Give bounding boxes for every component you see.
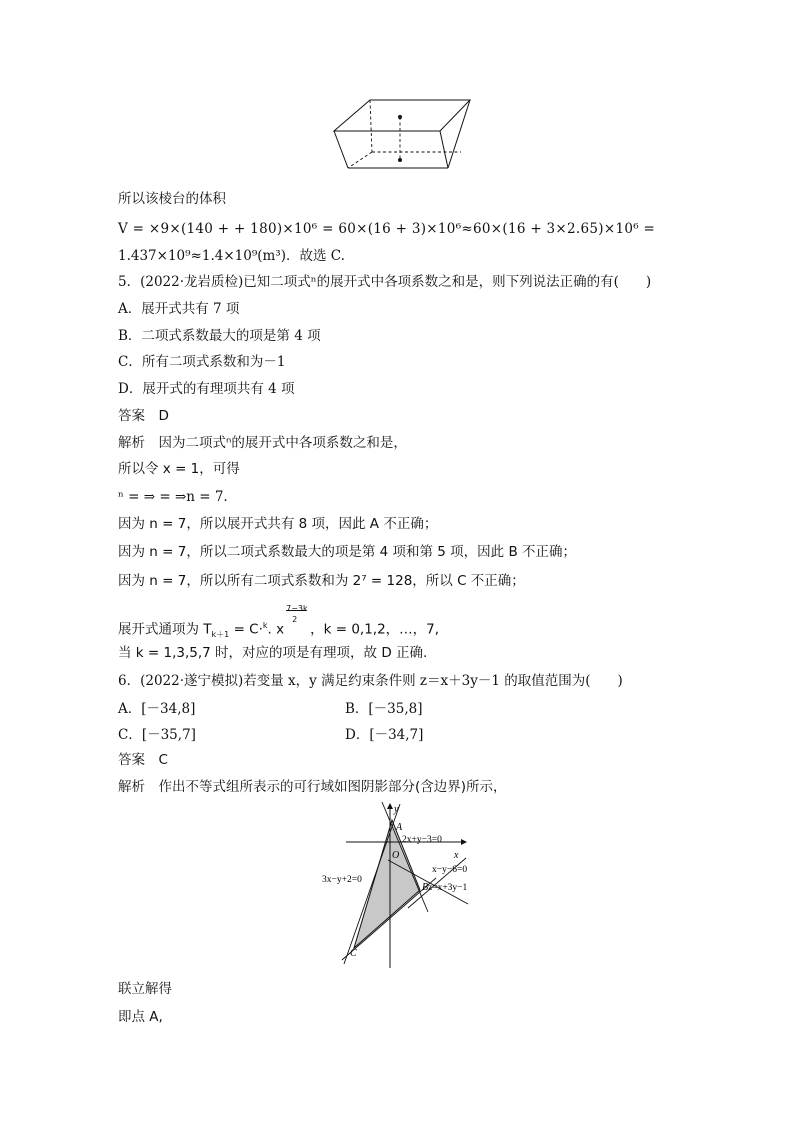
q5-analysis-line2: 所以令 x = 1，可得 bbox=[118, 461, 240, 477]
q5-conclusion: 当 k = 1,3,5,7 时，对应的项是有理项，故 D 正确. bbox=[118, 645, 428, 661]
q5-option-d: D．展开式的有理项共有 4 项 bbox=[118, 381, 295, 397]
q6-option-a: A．[－34,8] bbox=[118, 701, 196, 717]
q5-stem: 5．(2022·龙岩质检)已知二项式ⁿ的展开式中各项系数之和是，则下列说法正确的有( ) bbox=[118, 274, 652, 290]
line1-label: 2x+y−3=0 bbox=[402, 835, 442, 845]
q6-stem: 6．(2022·遂宁模拟)若变量 x，y 满足约束条件则 z＝x＋3y－1 的取值范围为( ) bbox=[118, 673, 623, 689]
volume-formula-line1: V = ×9×(140 + + 180)×10⁶ = 60×(16 + 3)×10⁶≈60×(16 + 3×2.65)×10⁶ = bbox=[118, 221, 656, 237]
general-term-k: k bbox=[262, 621, 268, 630]
point-c-label: C bbox=[350, 948, 357, 959]
q6-analysis: 解析 作出不等式组所表示的可行域如图阴影部分(含边界)所示， bbox=[118, 779, 507, 795]
volume-formula-line2: 1.437×10⁹≈1.4×10⁹(m³)．故选 C. bbox=[118, 248, 345, 264]
q5-analysis-line5: 因为 n = 7，所以二项式系数最大的项是第 4 项和第 5 项，因此 B 不正确； bbox=[118, 544, 577, 560]
general-term-mid: = C· bbox=[229, 621, 263, 638]
exponent-numerator: 7−3k bbox=[286, 604, 308, 613]
line2-label: x−y−6=0 bbox=[432, 865, 468, 875]
q5-general-term bbox=[118, 604, 440, 644]
y-axis-label: y bbox=[394, 804, 399, 815]
q5-analysis-line1: 解析 因为二项式ⁿ的展开式中各项系数之和是， bbox=[118, 435, 407, 451]
q5-option-c: C．所有二项式系数和为－1 bbox=[118, 354, 286, 370]
frustum-caption: 所以该棱台的体积 bbox=[118, 191, 226, 207]
general-term-subscript: k＋1 bbox=[211, 630, 230, 640]
q5-analysis-line6: 因为 n = 7，所以所有二项式系数和为 2⁷ = 128，所以 C 不正确； bbox=[118, 573, 525, 589]
q6-option-d: D．[－34,7] bbox=[345, 727, 424, 743]
origin-label: O bbox=[392, 850, 400, 861]
line3-label: z=x+3y−1 bbox=[428, 883, 468, 893]
q5-analysis-line3: ⁿ = ⇒ = ⇒n = 7. bbox=[118, 489, 228, 505]
q6-option-b: B．[－35,8] bbox=[345, 701, 423, 717]
q6-answer: 答案 C bbox=[118, 752, 168, 768]
q6-after-line2: 即点 A, bbox=[118, 1009, 163, 1025]
general-term-suffix: ，k = 0,1,2，…，7, bbox=[310, 621, 440, 638]
q5-option-a: A．展开式共有 7 项 bbox=[118, 301, 240, 317]
q5-option-b: B．二项式系数最大的项是第 4 项 bbox=[118, 328, 321, 344]
exponent-denominator: 2 bbox=[292, 615, 298, 624]
line4-label: 3x−y+2=0 bbox=[322, 875, 362, 885]
q6-option-c: C．[－35,7] bbox=[118, 727, 196, 743]
general-term-x: . x bbox=[267, 621, 285, 638]
frustum-figure bbox=[330, 92, 475, 184]
general-term-exponent bbox=[284, 604, 310, 635]
feasible-region-graph bbox=[316, 800, 496, 970]
x-axis-label: x bbox=[454, 850, 459, 861]
q5-analysis-line4: 因为 n = 7，所以展开式共有 8 项，因此 A 不正确； bbox=[118, 516, 438, 532]
q6-after-line1: 联立解得 bbox=[118, 981, 172, 997]
general-term-prefix: 展开式通项为 T bbox=[118, 621, 212, 638]
point-b-label: B bbox=[422, 882, 429, 893]
point-a-label: A bbox=[396, 822, 403, 833]
q5-answer: 答案 D bbox=[118, 408, 169, 424]
